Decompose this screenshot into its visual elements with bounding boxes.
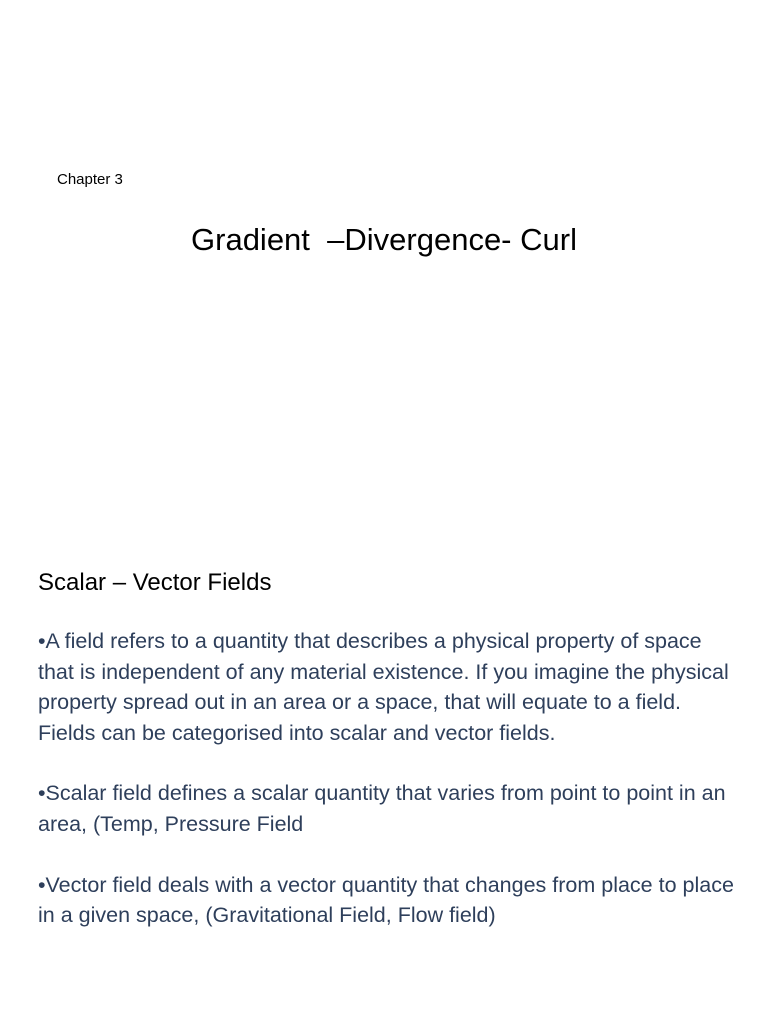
chapter-label: Chapter 3 — [57, 171, 123, 188]
bullet-vector-field: •Vector field deals with a vector quantity that changes from place to place in a given space, (Gravitational Field, Flow field) — [38, 872, 734, 928]
bullet-field-definition: •A field refers to a quantity that describes a physical property of space that is independent of any material existence. If you imagine the physical property spread out in an area or a space, that will equate to a field. Fields can be categorised into scalar and vector fields. — [38, 629, 729, 745]
section-heading: Scalar – Vector Fields — [38, 569, 272, 596]
page-title: Gradient –Divergence- Curl — [191, 222, 577, 257]
bullet-scalar-field: •Scalar field defines a scalar quantity that varies from point to point in an area, (Temp, Pressure Field — [38, 781, 726, 836]
content-slide — [38, 566, 738, 931]
